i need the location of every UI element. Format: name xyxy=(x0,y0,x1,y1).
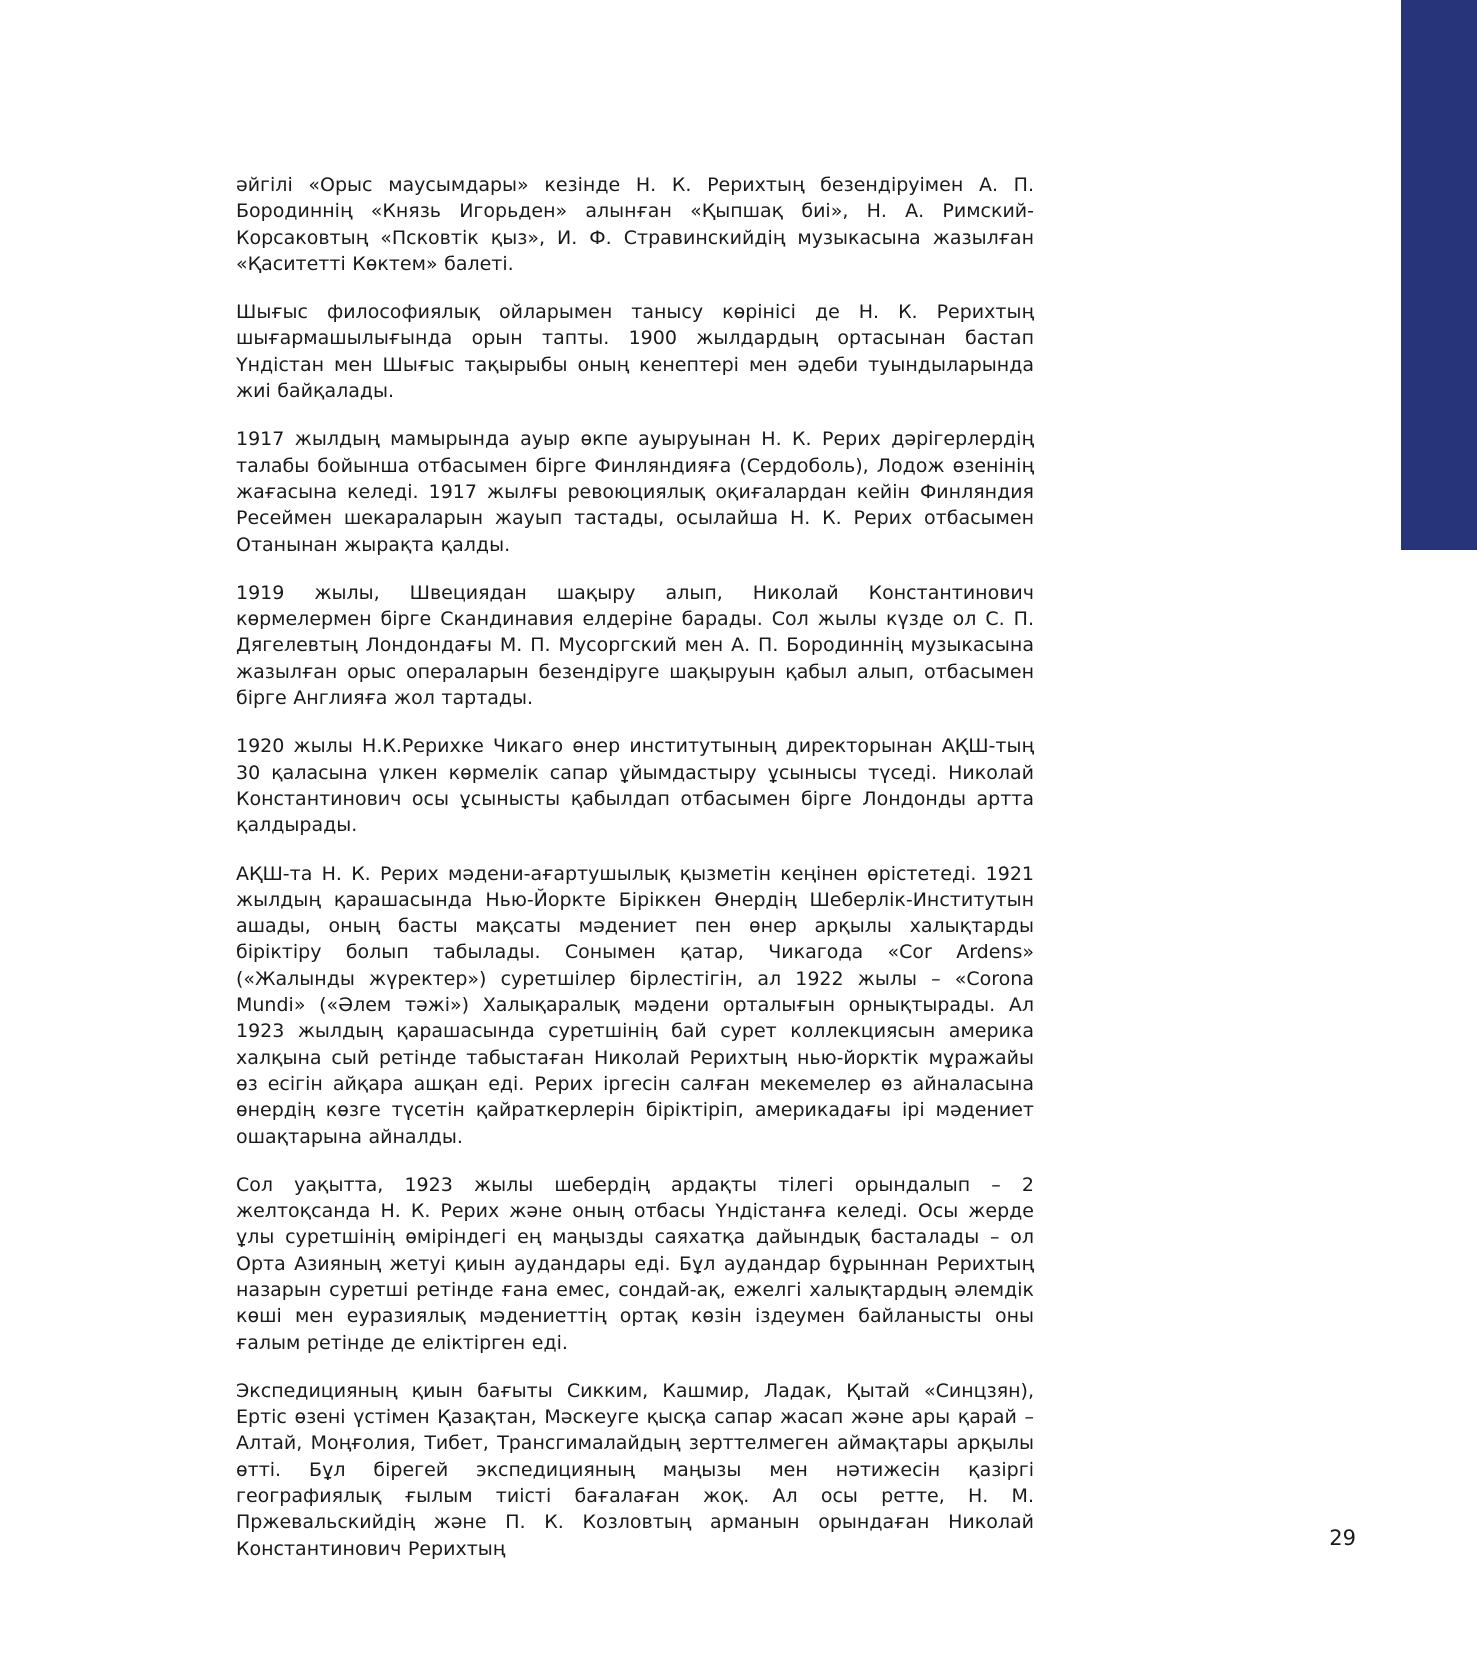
paragraph: 1920 жылы Н.К.Рерихке Чикаго өнер институтының директорынан АҚШ-тың 30 қаласына үлкен көрмелік сапар ұйымдастыру ұсынысы түседі. Николай Константинович осы ұсынысты қабылдап отбасымен бірге Лондонды артта қалдырады. xyxy=(236,735,1034,837)
paragraph: әйгілі «Орыс маусымдары» кезінде Н. К. Рерихтың безендіруімен А. П. Бородиннің «Князь Игорьден» алынған «Қыпшақ биі», Н. А. Римский-Корсаковтың «Псковтік қыз», И. Ф. Стравинскийдің музыкасына жазылған «Қаситетті Көктем» балеті. xyxy=(236,174,1034,275)
paragraph: Сол уақытта, 1923 жылы шебердің ардақты тілегі орындалып – 2 желтоқсанда Н. К. Рерих және оның отбасы Үндістанға келеді. Осы жерде ұлы суретшінің өміріндегі ең маңызды саяхатқа дайындық басталады – ол Орта Азияның жетуі қиын аудандары еді. Бұл аудандар бұрыннан Рерихтың назарын суретші ретінде ғана емес, сондай-ақ, ежелгі халықтардың әлемдік көші мен еуразиялық мәдениеттің ортақ көзін іздеумен байланысты оны ғалым ретінде де еліктірген еді. xyxy=(236,1173,1034,1354)
paragraph: 1917 жылдың мамырында ауыр өкпе ауыруынан Н. К. Рерих дәрігерлердің талабы бойынша отбасымен бірге Финляндияға (Сердоболь), Лодож өзенінің жағасына келеді. 1917 жылғы ревоюциялық оқиғалардан кейін Финляндия Ресеймен шекараларын жауып тастады, осылайша Н. К. Рерих отбасымен Отанынан жырақта қалды. xyxy=(236,428,1034,556)
paragraph: АҚШ-та Н. К. Рерих мәдени-ағартушылық қызметін кеңінен өрістетеді. 1921 жылдың қарашасында Нью-Йоркте Біріккен Өнердің Шеберлік-Институтын ашады, оның басты мақсаты мәдениет пен өнер арқылы халықтарды біріктіру болып табылады. Сонымен қатар, Чикагода «Cor Ardens» («Жалынды жүректер») суретшілер бірлестігін, ал 1922 жылы – «Corona Mundi» («Әлем тәжі») Халықаралық мәдени орталығын орнықтырады. Ал 1923 жылдың қарашасында суретшінің бай сурет коллекциясын америка халқына сый ретінде табыстаған Николай Рерихтың нью-йорктік мұражайы өз есігін айқара ашқан еді. Рерих іргесін салған мекемелер өз айналасына өнердің көзге түсетін қайраткерлерін біріктіріп, америкадағы ірі мәдениет ошақтарына айналды. xyxy=(236,862,1034,1148)
paragraph: Экспедицияның қиын бағыты Сикким, Кашмир, Ладак, Қытай «Синцзян), Ертіс өзені үстімен Қазақтан, Мәскеуге қысқа сапар жасап және ары қарай – Алтай, Моңғолия, Тибет, Трансгималайдың зерттелмеген аймақтары арқылы өтті. Бұл бірегей экспедицияның маңызы мен нәтижесін қазіргі географиялық ғылым тиісті бағалаған жоқ. Ал осы ретте, Н. М. Пржевальскийдің және П. К. Козловтың арманын орындаған Николай Константинович Рерихтың xyxy=(236,1379,1034,1560)
paragraph: Шығыс философиялық ойларымен танысу көрінісі де Н. К. Рерихтың шығармашылығында орын тапты. 1900 жылдардың ортасынан бастап Үндістан мен Шығыс тақырыбы оның кенептері мен әдеби туындыларында жиі байқалады. xyxy=(236,301,1034,403)
chapter-color-tab xyxy=(1401,0,1477,550)
page-number: 29 xyxy=(1329,1526,1356,1550)
body-text-column xyxy=(236,172,1034,1584)
paragraph: 1919 жылы, Швециядан шақыру алып, Николай Константинович көрмелермен бірге Скандинавия елдеріне барады. Сол жылы күзде ол С. П. Дягелевтың Лондондағы М. П. Мусоргский мен А. П. Бородиннің музыкасына жазылған орыс операларын безендіруге шақыруын қабыл алып, отбасымен бірге Англияға жол тартады. xyxy=(236,581,1034,710)
